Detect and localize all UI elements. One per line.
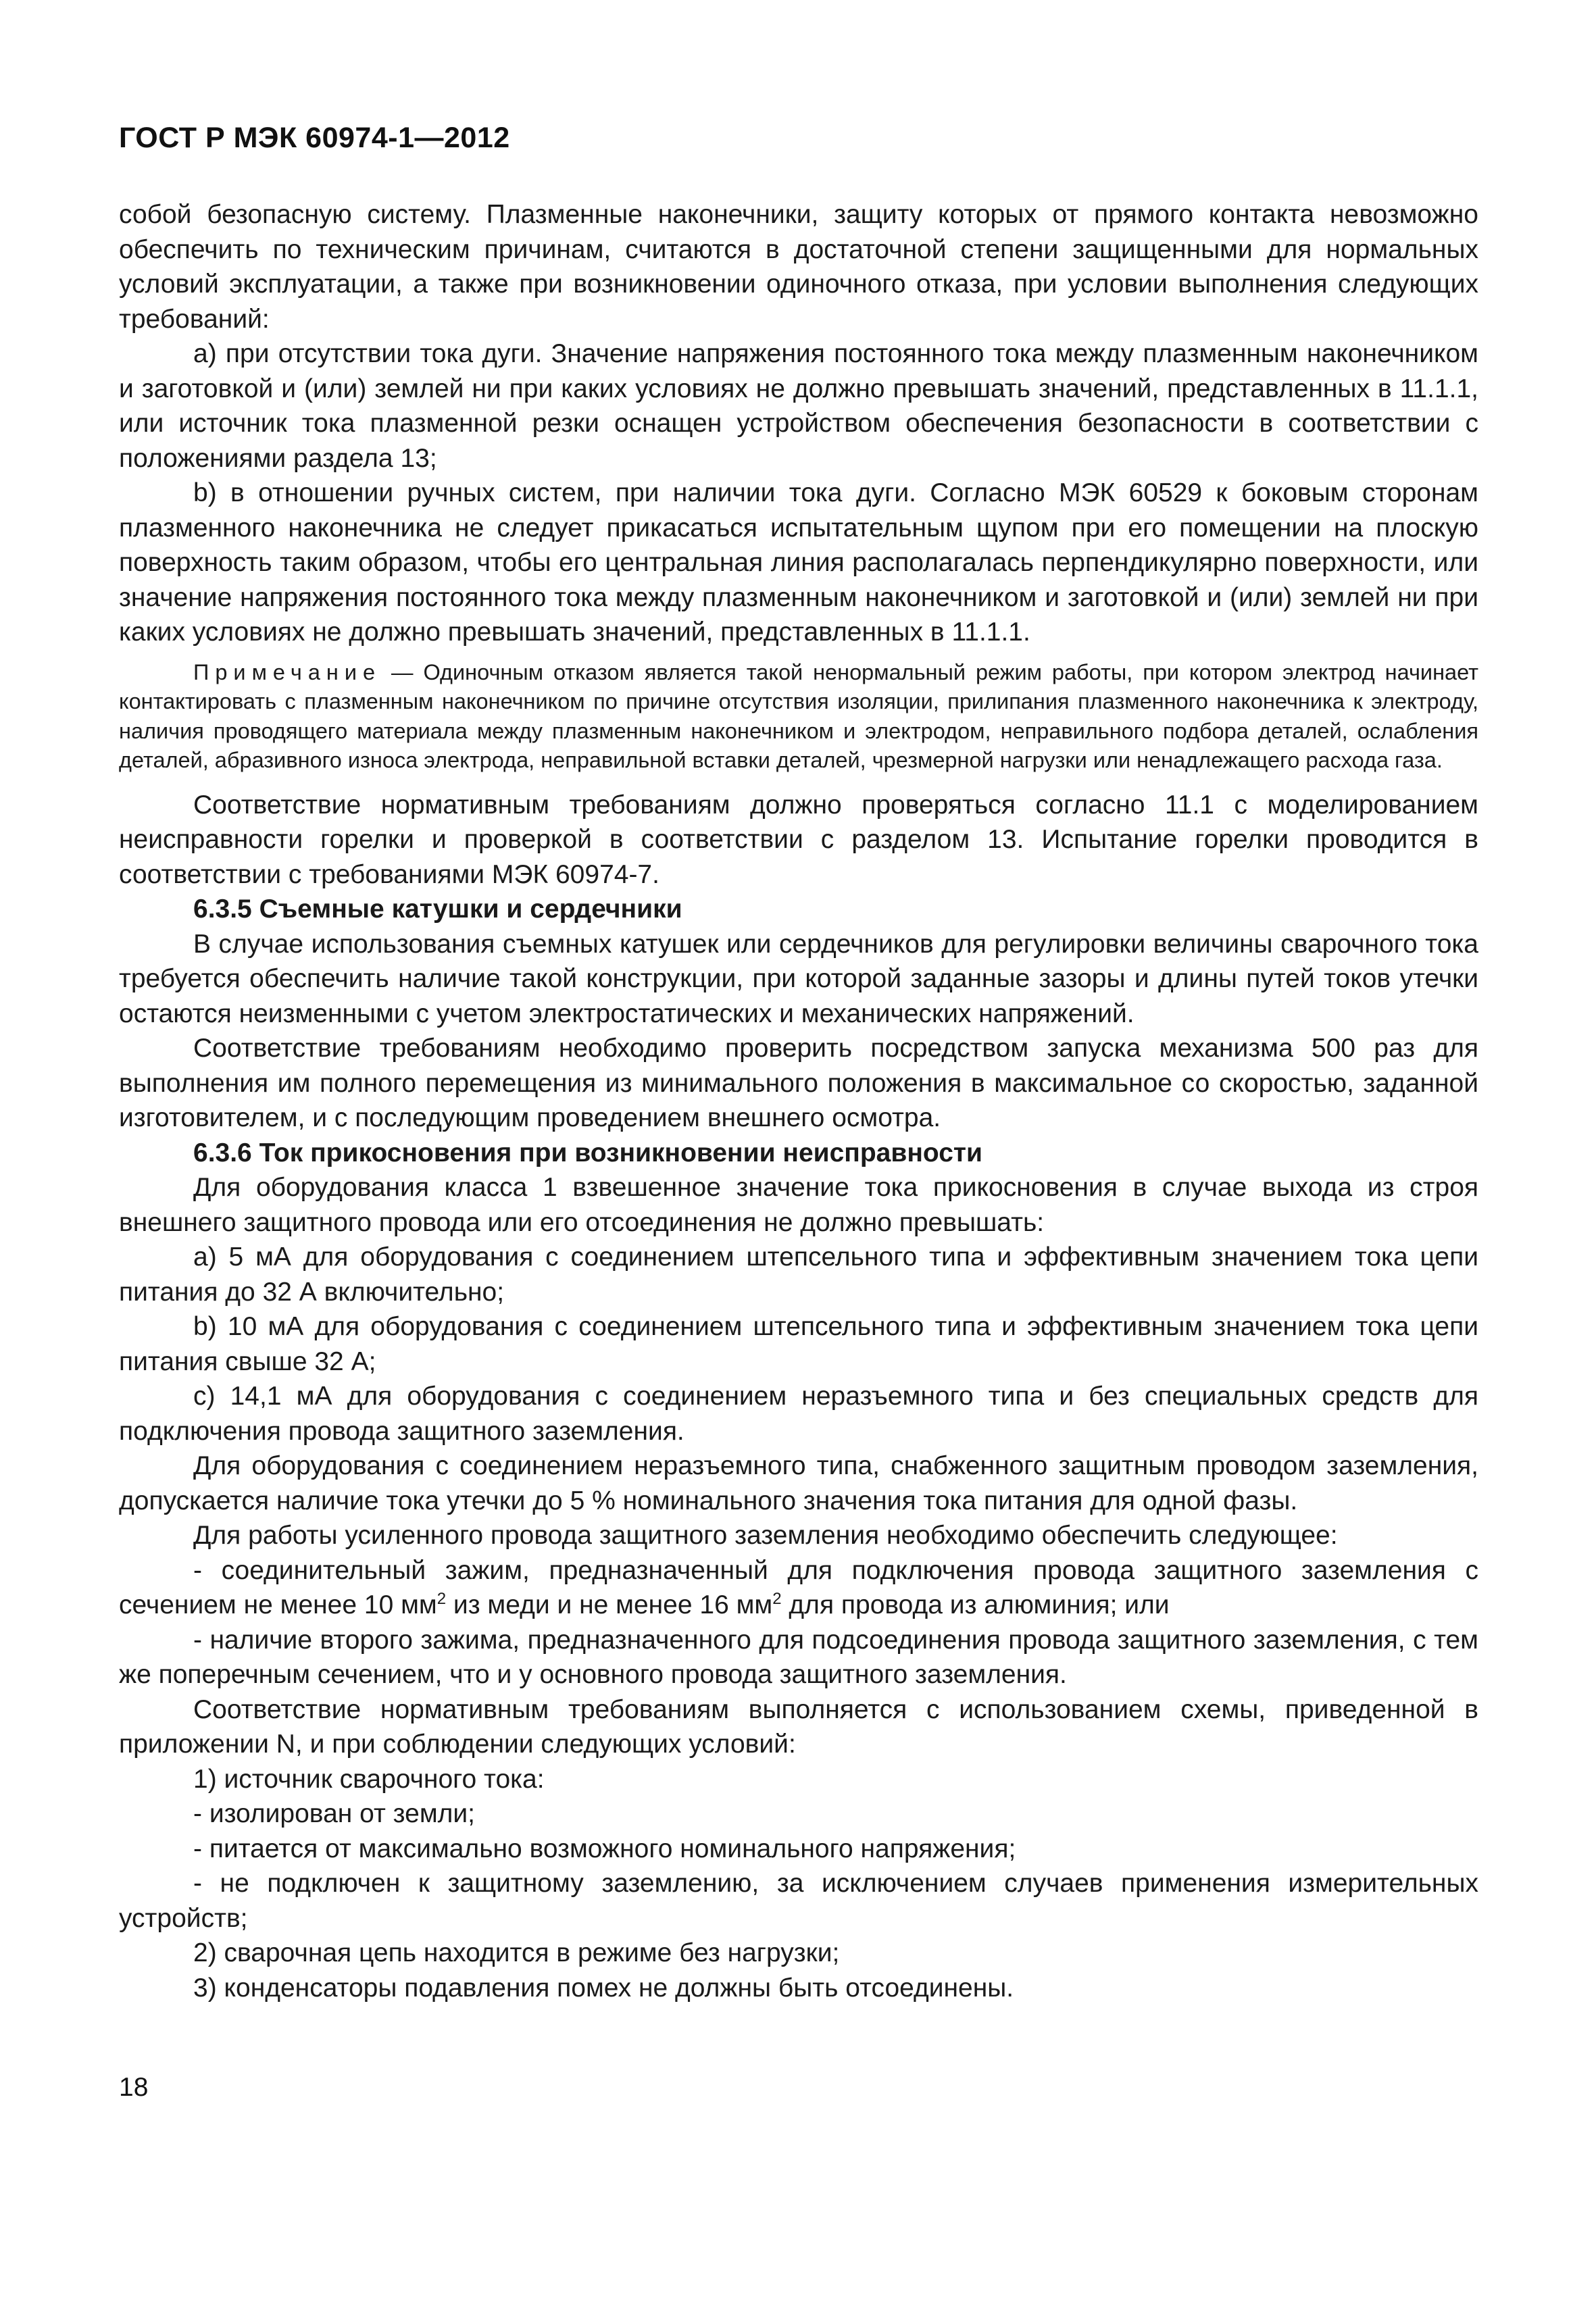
list-item-1: 1) источник сварочного тока:: [193, 1764, 545, 1794]
note-block: [119, 658, 1478, 776]
paragraph-6-3-6-1: Для оборудования класса 1 взвешенное значение тока прикосновения в случае выхода из строя внешнего защитного провода или его отсоединения не должно превышать:: [119, 1173, 1478, 1237]
paragraph-conformity: Соответствие нормативным требованиям должно проверяться согласно 11.1 с моделированием неисправности горелки и проверкой в соответствии с разделом 13. Испытание горелки проводится в соответствии с требованиями МЭК 60974-7.: [119, 790, 1478, 889]
dash-item-clamp-text-3: для провода из алюминия; или: [781, 1590, 1170, 1619]
note-text: — Одиночным отказом является такой ненормальный режим работы, при котором электрод начинает контактировать с плазменным наконечником по причине отсутствия изоляции, прилипания плазменного наконечника к электроду, наличия проводящего материала между плазменным наконечником и электродом, неправильного подбора деталей, ослабления деталей, абразивного износа электрода, неправильной вставки деталей, чрезмерной нагрузки или ненадлежащего расхода газа.: [119, 659, 1478, 772]
list-item-6-3-6-a: a) 5 мА для оборудования с соединением штепсельного типа и эффективным значением тока цепи питания до 32 А включительно;: [119, 1242, 1478, 1307]
dash-item-clamp-text-2: из меди и не менее 16 мм: [446, 1590, 773, 1619]
document-header: ГОСТ Р МЭК 60974-1—2012: [119, 122, 510, 154]
dash-item-clamp: [119, 1553, 1478, 1623]
paragraph-6-3-5-1: В случае использования съемных катушек или сердечников для регулировки величины сварочного тока требуется обеспечить наличие такой конструкции, при которой заданные зазоры и длины путей токов утечки остаются неизменными с учетом электростатических и механических напряжений.: [119, 929, 1478, 1028]
dash-item-second-clamp: - наличие второго зажима, предназначенного для подсоединения провода защитного заземления, с тем же поперечным сечением, что и у основного провода защитного заземления.: [119, 1625, 1478, 1689]
superscript: 2: [437, 1590, 447, 1608]
page-number: 18: [119, 2073, 149, 2102]
list-item-1-a: - изолирован от земли;: [193, 1799, 476, 1828]
list-item-1-c: - не подключен к защитному заземлению, за исключением случаев применения измерительных устройств;: [119, 1869, 1478, 1933]
list-item-1-b: - питается от максимально возможного номинального напряжения;: [193, 1834, 1016, 1863]
paragraph-6-3-5-2: Соответствие требованиям необходимо проверить посредством запуска механизма 500 раз для выполнения им полного перемещения из минимального положения в максимальное со скоростью, заданной изготовителем, и с последующим проведением внешнего осмотра.: [119, 1034, 1478, 1132]
paragraph-6-3-6-2: Для оборудования с соединением неразъемного типа, снабженного защитным проводом заземления, допускается наличие тока утечки до 5 % номинального значения тока питания для одной фазы.: [119, 1451, 1478, 1515]
section-heading-6-3-6: 6.3.6 Ток прикосновения при возникновении неисправности: [193, 1138, 982, 1167]
dash-item-clamp-text-1: - соединительный зажим, предназначенный для подключения провода защитного заземления с сечением не менее 10 мм: [119, 1555, 1478, 1619]
list-item-2: 2) сварочная цепь находится в режиме без нагрузки;: [193, 1938, 840, 1967]
paragraph-6-3-6-4: Соответствие нормативным требованиям выполняется с использованием схемы, приведенной в приложении N, и при соблюдении следующих условий:: [119, 1694, 1478, 1759]
list-item-6-3-6-b: b) 10 мА для оборудования с соединением штепсельного типа и эффективным значением тока цепи питания свыше 32 А;: [119, 1312, 1478, 1376]
list-item-3: 3) конденсаторы подавления помех не должны быть отсоединены.: [193, 1973, 1014, 2003]
paragraph-6-3-6-3: Для работы усиленного провода защитного заземления необходимо обеспечить следующее:: [193, 1521, 1338, 1550]
section-heading-6-3-5: 6.3.5 Съемные катушки и сердечники: [193, 895, 682, 924]
list-item-b: b) в отношении ручных систем, при наличии тока дуги. Согласно МЭК 60529 к боковым сторонам плазменного наконечника не следует прикасаться испытательным щупом при его помещении на плоскую поверхность таким образом, чтобы его центральная линия располагалась перпендикулярно поверхности, или значение напряжения постоянного тока между плазменным наконечником и заготовкой и (или) землей ни при каких условиях не должно превышать значений, представленных в 11.1.1.: [119, 478, 1478, 647]
document-body: [119, 197, 1478, 2005]
note-label: Примечание: [193, 659, 382, 684]
paragraph-intro: собой безопасную систему. Плазменные наконечники, защиту которых от прямого контакта невозможно обеспечить по техническим причинам, считаются в достаточной степени защищенными для нормальных условий эксплуатации, а также при возникновении одиночного отказа, при условии выполнения следующих требований:: [119, 200, 1478, 334]
superscript: 2: [772, 1590, 782, 1608]
list-item-a: a) при отсутствии тока дуги. Значение напряжения постоянного тока между плазменным наконечником и заготовкой и (или) землей ни при каких условиях не должно превышать значений, представленных в 11.1.1, или источник тока плазменной резки оснащен устройством обеспечения безопасности в соответствии с положениями раздела 13;: [119, 339, 1478, 473]
list-item-6-3-6-c: c) 14,1 мА для оборудования с соединением неразъемного типа и без специальных средств для подключения провода защитного заземления.: [119, 1382, 1478, 1446]
